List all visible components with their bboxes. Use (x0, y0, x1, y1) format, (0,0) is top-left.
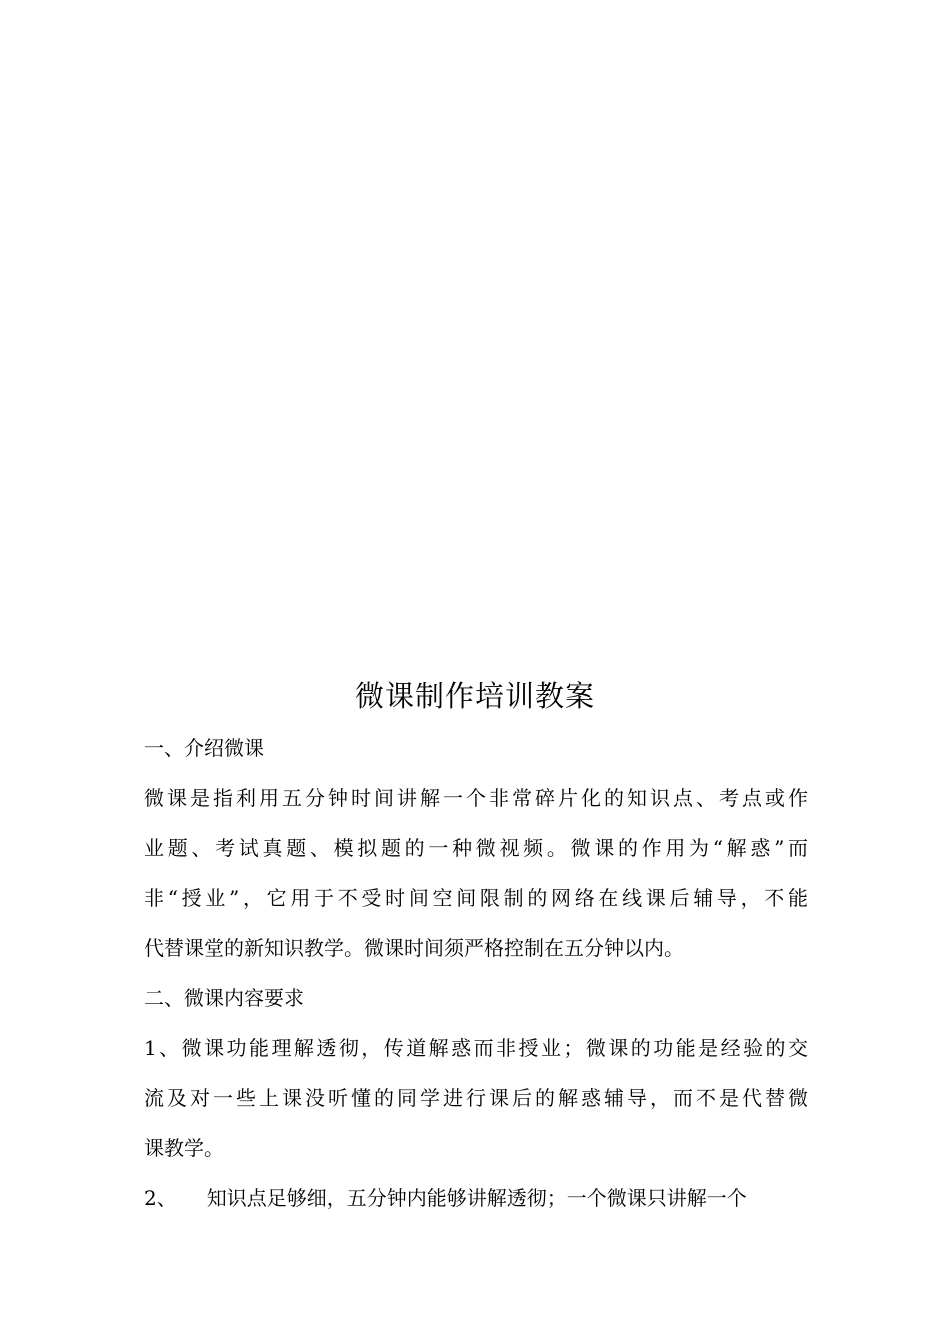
section-heading-intro: 一、介绍微课 (144, 736, 264, 760)
list-item-line: 1、微课功能理解透彻，传道解惑而非授业；微课的功能是经验的交 (144, 1036, 808, 1060)
section-heading-requirements: 二、微课内容要求 (144, 986, 304, 1010)
paragraph-line: 代替课堂的新知识教学。微课时间须严格控制在五分钟以内。 (144, 936, 684, 960)
list-item-number: 2、 (144, 1186, 177, 1210)
list-item-text: 知识点足够细，五分钟内能够讲解透彻；一个微课只讲解一个 (206, 1186, 747, 1210)
paragraph-line: 微课是指利用五分钟时间讲解一个非常碎片化的知识点、考点或作 (144, 786, 808, 810)
paragraph-line: 非“授业”，它用于不受时间空间限制的网络在线课后辅导，不能 (144, 886, 808, 910)
list-item-line (144, 1183, 808, 1213)
list-item-line: 课教学。 (144, 1136, 224, 1160)
document-title: 微课制作培训教案 (354, 679, 595, 713)
paragraph-line: 业题、考试真题、模拟题的一种微视频。微课的作用为“解惑”而 (144, 836, 808, 860)
list-item-line: 流及对一些上课没听懂的同学进行课后的解惑辅导，而不是代替微 (144, 1086, 808, 1110)
